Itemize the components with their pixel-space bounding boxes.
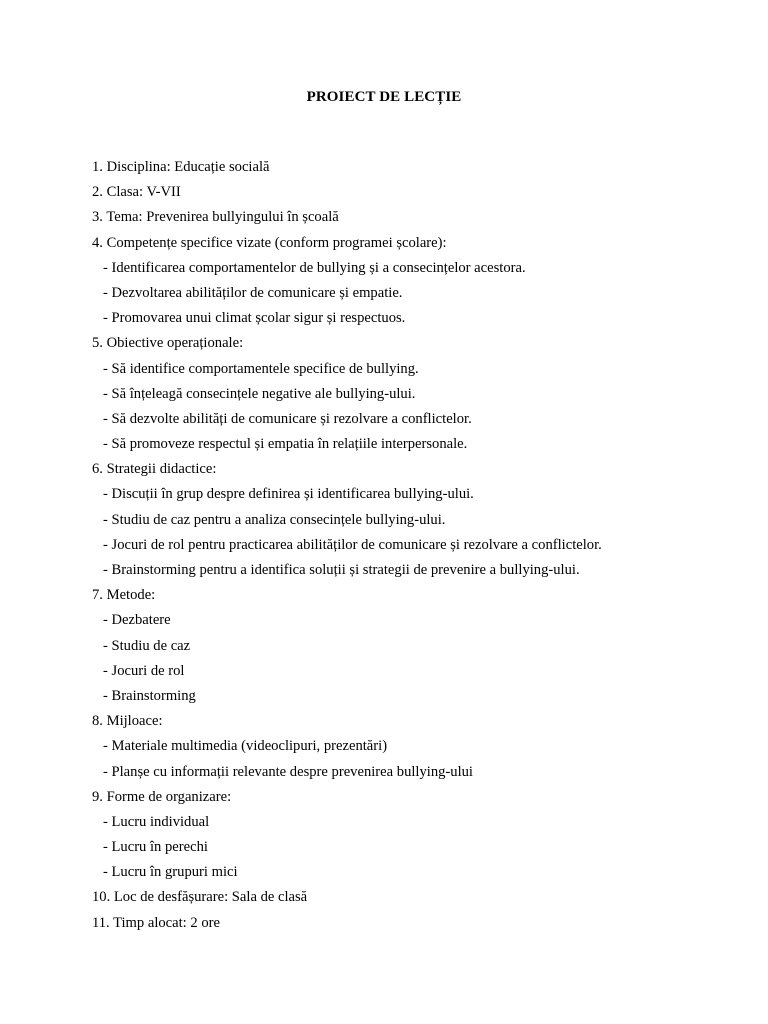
list-sub-item: - Studiu de caz pentru a analiza consecințele bullying-ului. [103,511,446,528]
list-item: 1. Disciplina: Educație socială [92,159,270,175]
list-sub-item: - Lucru în perechi [103,839,208,856]
list-sub-item: - Lucru individual [103,813,210,830]
document-body [92,155,752,936]
list-sub-item: - Jocuri de rol [103,662,185,679]
list-item: 9. Forme de organizare: [92,788,232,805]
list-sub-item: - Studiu de caz [103,637,191,654]
list-sub-item: - Discuții în grup despre definirea și identificarea bullying-ului. [103,486,474,503]
list-sub-item: - Brainstorming pentru a identifica soluții și strategii de prevenire a bullying-ului. [103,562,580,578]
list-item: 2. Clasa: V-VII [92,184,181,201]
list-sub-item: - Promovarea unui climat școlar sigur și respectuos. [103,310,406,327]
list-sub-item: - Să înțeleagă consecințele negative ale bullying-ului. [103,385,416,402]
document-title: PROIECT DE LECȚIE [306,89,462,105]
list-sub-item: - Dezvoltarea abilităților de comunicare și empatie. [103,284,403,301]
list-sub-item: - Să promoveze respectul și empatia în relațiile interpersonale. [103,436,468,453]
list-sub-item: - Identificarea comportamentelor de bullying și a consecințelor acestora. [103,259,526,276]
list-item: 4. Competențe specifice vizate (conform programei școlare): [92,234,447,251]
list-sub-item: - Să identifice comportamentele specifice de bullying. [103,360,419,377]
list-sub-item: - Să dezvolte abilități de comunicare și rezolvare a conflictelor. [103,410,472,427]
list-item: 11. Timp alocat: 2 ore [92,914,220,931]
list-sub-item: - Dezbatere [103,612,171,629]
list-sub-item: - Brainstorming [103,687,196,704]
list-item: 7. Metode: [92,587,156,604]
list-item: 10. Loc de desfășurare: Sala de clasă [92,889,308,906]
list-sub-item: - Lucru în grupuri mici [103,864,238,881]
list-item: 5. Obiective operaționale: [92,335,244,352]
list-sub-item: - Planșe cu informații relevante despre prevenirea bullying-ului [103,763,473,780]
list-sub-item: - Jocuri de rol pentru practicarea abilităților de comunicare și rezolvare a conflictelor. [103,536,602,553]
list-item: 3. Tema: Prevenirea bullyingului în școală [92,209,339,226]
list-item: 6. Strategii didactice: [92,461,217,478]
list-sub-item: - Materiale multimedia (videoclipuri, prezentări) [103,738,388,755]
list-item: 8. Mijloace: [92,713,163,730]
